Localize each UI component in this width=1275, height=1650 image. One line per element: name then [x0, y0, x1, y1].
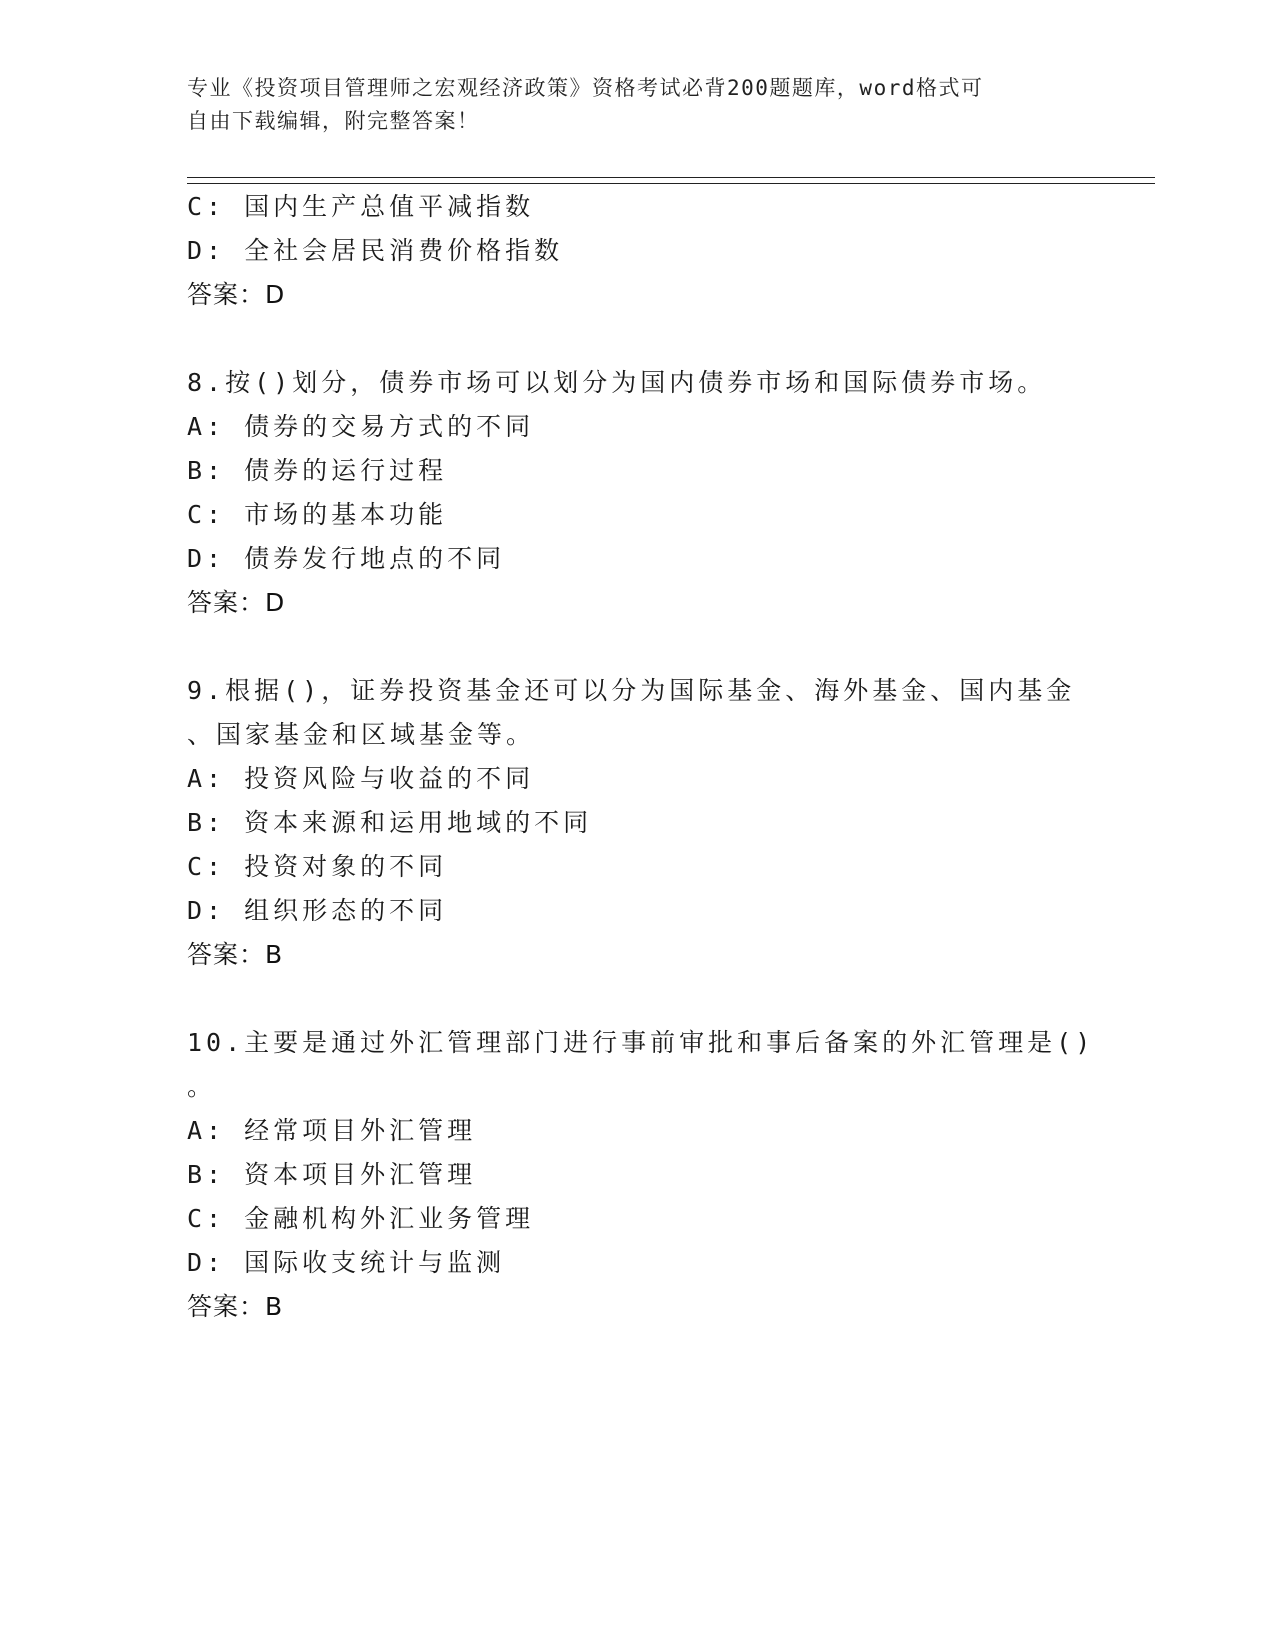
q10-option-d: D: 国际收支统计与监测 — [187, 1248, 506, 1277]
q9-option-c: C: 投资对象的不同 — [187, 852, 448, 881]
q10-option-a: A: 经常项目外汇管理 — [187, 1116, 477, 1145]
q9-answer: 答案：B — [187, 940, 284, 969]
q8-answer: 答案：D — [187, 588, 286, 617]
q8-option-c: C: 市场的基本功能 — [187, 500, 448, 529]
q7-answer: 答案：D — [187, 280, 286, 309]
header-title-line2: 自由下载编辑，附完整答案！ — [187, 109, 480, 133]
q7-option-c: C: 国内生产总值平减指数 — [187, 192, 535, 221]
q8-option-d: D: 债券发行地点的不同 — [187, 544, 506, 573]
q9-stem-line1: 9.根据()，证券投资基金还可以分为国际基金、海外基金、国内基金 — [187, 676, 1076, 705]
q7-option-d: D: 全社会居民消费价格指数 — [187, 236, 564, 265]
q9-option-a: A: 投资风险与收益的不同 — [187, 764, 535, 793]
q9-stem-line2: 、国家基金和区域基金等。 — [187, 720, 536, 749]
q9-option-d: D: 组织形态的不同 — [187, 896, 448, 925]
header-title-line1: 专业《投资项目管理师之宏观经济政策》资格考试必背200题题库，word格式可 — [187, 76, 984, 100]
header-divider-bottom — [187, 183, 1155, 184]
q10-stem-line2: 。 — [187, 1072, 217, 1101]
q10-answer: 答案：B — [187, 1292, 284, 1321]
q9-option-b: B: 资本来源和运用地域的不同 — [187, 808, 593, 837]
q10-stem-line1: 10.主要是通过外汇管理部门进行事前审批和事后备案的外汇管理是() — [187, 1028, 1095, 1057]
q8-stem: 8.按()划分，债券市场可以划分为国内债券市场和国际债券市场。 — [187, 368, 1047, 397]
q10-option-b: B: 资本项目外汇管理 — [187, 1160, 477, 1189]
q10-option-c: C: 金融机构外汇业务管理 — [187, 1204, 535, 1233]
q8-option-b: B: 债券的运行过程 — [187, 456, 448, 485]
header-divider-top — [187, 177, 1155, 178]
q8-option-a: A: 债券的交易方式的不同 — [187, 412, 535, 441]
document-header — [187, 72, 1067, 138]
